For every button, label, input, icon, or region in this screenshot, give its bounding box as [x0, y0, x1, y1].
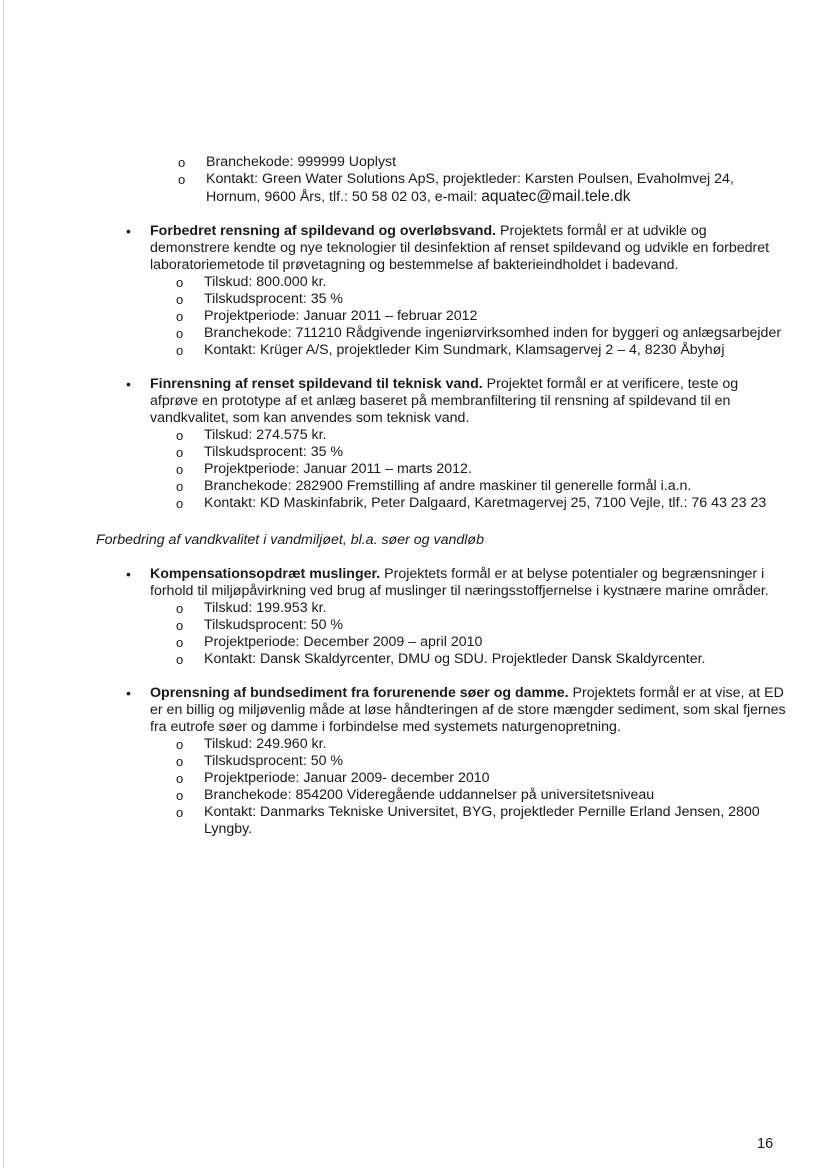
- project-description: Kompensationsopdræt muslinger. Projektets formål er at belyse potentialer og begrænsninger i forhold til miljøpåvirkning ved brug af muslinger til næringsstoffjernelse i kystnære marine områder.: [150, 566, 769, 599]
- intro-detail-item: o Kontakt: Green Water Solutions ApS, projektleder: Karsten Poulsen, Evaholmvej 24, Hornum, 9600 Års, tlf.: 50 58 02 03, e-mail: aquatec@mail.tele.dk: [178, 171, 786, 206]
- project-detail-item: o Tilskudsprocent: 50 %: [176, 753, 786, 770]
- project-detail-item: o Kontakt: Krüger A/S, projektleder Kim Sundmark, Klamsagervej 2 – 4, 8230 Åbyhøj: [176, 342, 786, 359]
- bullet-icon: •: [126, 223, 131, 239]
- project-detail-item: o Branchekode: 854200 Videregående uddannelser på universitetsniveau: [176, 787, 786, 804]
- bullet-icon: •: [126, 376, 131, 392]
- project-detail-item: o Projektperiode: December 2009 – april 2010: [176, 634, 786, 651]
- project-description: Finrensning af renset spildevand til teknisk vand. Projektet formål er at verificere, teste og afprøve en prototype af et anlæg baseret på membranfiltering til rensning af spildevand til en vandkvalitet, som kan anvendes som teknisk vand.: [150, 376, 739, 426]
- page-edge-line: [3, 0, 4, 1168]
- section-heading: Forbedring af vandkvalitet i vandmiljøet, bl.a. søer og vandløb: [96, 532, 484, 548]
- project-detail-item: o Tilskudsprocent: 35 %: [176, 444, 786, 461]
- project-title: Kompensationsopdræt muslinger.: [150, 566, 381, 582]
- project-detail-item: o Projektperiode: Januar 2011 – marts 2012.: [176, 461, 786, 478]
- project-detail-item: o Projektperiode: Januar 2011 – februar 2012: [176, 308, 786, 325]
- project-detail-item: o Tilskud: 249.960 kr.: [176, 736, 786, 753]
- contact-email: aquatec@mail.tele.dk: [481, 188, 631, 205]
- project-description: Forbedret rensning af spildevand og overløbsvand. Projektets formål er at udvikle og demonstrere kendte og nye teknologier til desinfektion af renset spildevand og udvikle en forbedret laboratoriemetode til prøvetagning og bestemmelse af bakterieindholdet i badevand.: [150, 223, 770, 273]
- project-description: Oprensning af bundsediment fra forurenende søer og damme. Projektets formål er at vise, at ED er en billig og miljøvenlig måde at løse håndteringen af de store mængder sediment, som skal fjernes fra eutrofe søer og damme i forbindelse med systemets naturgenopretning.: [150, 685, 786, 735]
- project-detail-item: o Tilskudsprocent: 35 %: [176, 291, 786, 308]
- project-detail-item: o Kontakt: KD Maskinfabrik, Peter Dalgaard, Karetmagervej 25, 7100 Vejle, tlf.: 76 43 23 23: [176, 495, 786, 512]
- project-detail-item: o Tilskudsprocent: 50 %: [176, 617, 786, 634]
- project-detail-item: o Kontakt: Dansk Skaldyrcenter, DMU og SDU. Projektleder Dansk Skaldyrcenter.: [176, 651, 786, 668]
- project-detail-item: o Tilskud: 274.575 kr.: [176, 427, 786, 444]
- project-detail-item: o Projektperiode: Januar 2009- december 2010: [176, 770, 786, 787]
- page-content: [96, 154, 786, 838]
- project-entry: [96, 376, 786, 512]
- project-title: Forbedret rensning af spildevand og overløbsvand.: [150, 223, 497, 239]
- project-detail-item: o Branchekode: 282900 Fremstilling af andre maskiner til generelle formål i.a.n.: [176, 478, 786, 495]
- project-details: [176, 427, 786, 512]
- project-detail-item: o Kontakt: Danmarks Tekniske Universitet, BYG, projektleder Pernille Erland Jensen, 2800 Lyngby.: [176, 804, 786, 838]
- project-entry: [96, 566, 786, 668]
- project-title: Finrensning af renset spildevand til teknisk vand.: [150, 376, 483, 392]
- project-detail-item: o Branchekode: 711210 Rådgivende ingeniørvirksomhed inden for byggeri og anlægsarbejder: [176, 325, 786, 342]
- bullet-icon: •: [126, 685, 131, 701]
- page-number: 16: [757, 1136, 774, 1152]
- project-detail-item: o Tilskud: 800.000 kr.: [176, 274, 786, 291]
- project-entry: [96, 223, 786, 359]
- intro-detail-item: o Branchekode: 999999 Uoplyst: [178, 154, 786, 171]
- bullet-icon: •: [126, 566, 131, 582]
- project-entry: [96, 685, 786, 838]
- project-details: [176, 600, 786, 668]
- project-details: [176, 274, 786, 359]
- project-detail-item: o Tilskud: 199.953 kr.: [176, 600, 786, 617]
- intro-detail-list: [178, 154, 786, 206]
- project-details: [176, 736, 786, 838]
- project-title: Oprensning af bundsediment fra forurenende søer og damme.: [150, 685, 569, 701]
